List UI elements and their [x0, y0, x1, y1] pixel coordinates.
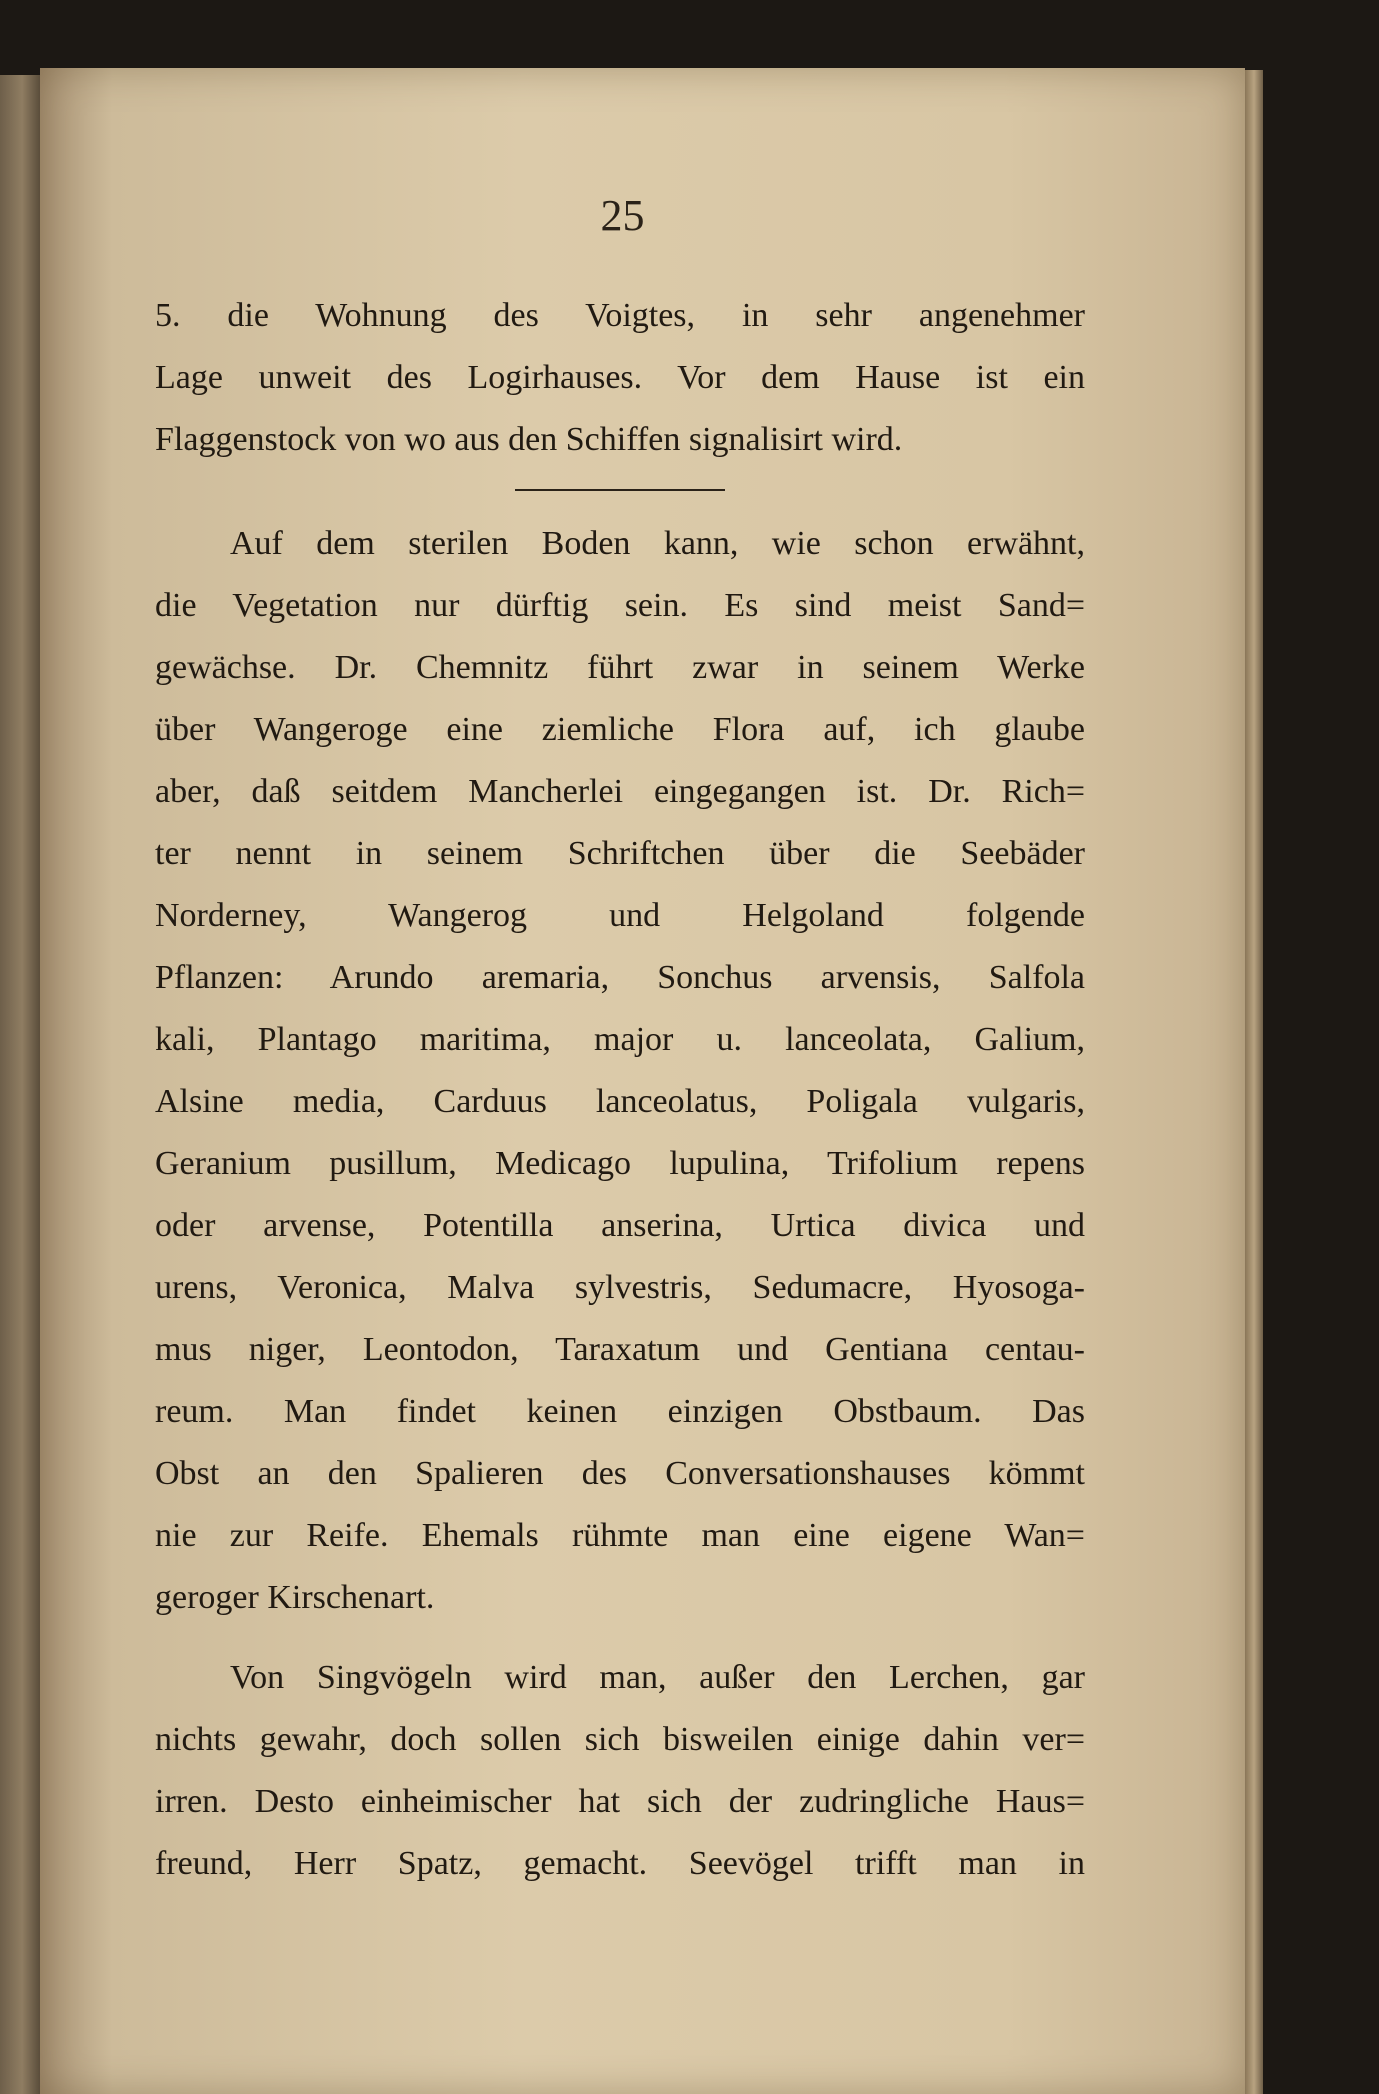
text-line: Alsine media, Carduus lanceolatus, Poligala vulgaris, [155, 1083, 1085, 1120]
text-line: Flaggenstock von wo aus den Schiffen signalisirt wird. [155, 421, 903, 458]
page-stack-edge [1245, 70, 1263, 2094]
section-divider [515, 489, 725, 491]
text-line: Norderney, Wangerog und Helgoland folgende [155, 897, 1085, 934]
paragraph-vegetation [155, 513, 1085, 1629]
list-item-5 [155, 285, 1085, 471]
text-line: ter nennt in seinem Schriftchen über die Seebäder [155, 835, 1085, 872]
facing-page-edge [0, 75, 40, 2094]
text-line: freund, Herr Spatz, gemacht. Seevögel trifft man in [155, 1845, 1085, 1882]
paragraph-birds [155, 1647, 1085, 1895]
text-line: Geranium pusillum, Medicago lupulina, Trifolium repens [155, 1145, 1085, 1182]
page-body [155, 285, 1085, 1895]
text-line: irren. Desto einheimischer hat sich der zudringliche Haus= [155, 1783, 1085, 1820]
text-line: Von Singvögeln wird man, außer den Lerchen, gar [230, 1659, 1085, 1696]
text-line: nichts gewahr, doch sollen sich bisweilen einige dahin ver= [155, 1721, 1085, 1758]
text-line: über Wangeroge eine ziemliche Flora auf, ich glaube [155, 711, 1085, 748]
text-line: Auf dem sterilen Boden kann, wie schon erwähnt, [230, 525, 1085, 562]
page-number: 25 [600, 191, 645, 240]
text-line: aber, daß seitdem Mancherlei eingegangen ist. Dr. Rich= [155, 773, 1085, 810]
text-line: Lage unweit des Logirhauses. Vor dem Hause ist ein [155, 359, 1085, 396]
text-line: nie zur Reife. Ehemals rühmte man eine eigene Wan= [155, 1517, 1085, 1554]
text-line: oder arvense, Potentilla anserina, Urtica divica und [155, 1207, 1085, 1244]
text-line: Obst an den Spalieren des Conversationshauses kömmt [155, 1455, 1085, 1492]
text-line: die Vegetation nur dürftig sein. Es sind meist Sand= [155, 587, 1085, 624]
text-line: geroger Kirschenart. [155, 1579, 435, 1616]
text-line: reum. Man findet keinen einzigen Obstbaum. Das [155, 1393, 1085, 1430]
text-line: Pflanzen: Arundo aremaria, Sonchus arvensis, Salfola [155, 959, 1085, 996]
text-line: kali, Plantago maritima, major u. lanceolata, Galium, [155, 1021, 1085, 1058]
text-line: urens, Veronica, Malva sylvestris, Sedumacre, Hyosoga- [155, 1269, 1085, 1306]
text-line: 5. die Wohnung des Voigtes, in sehr angenehmer [155, 297, 1085, 334]
text-line: gewächse. Dr. Chemnitz führt zwar in seinem Werke [155, 649, 1085, 686]
text-line: mus niger, Leontodon, Taraxatum und Gentiana centau- [155, 1331, 1085, 1368]
